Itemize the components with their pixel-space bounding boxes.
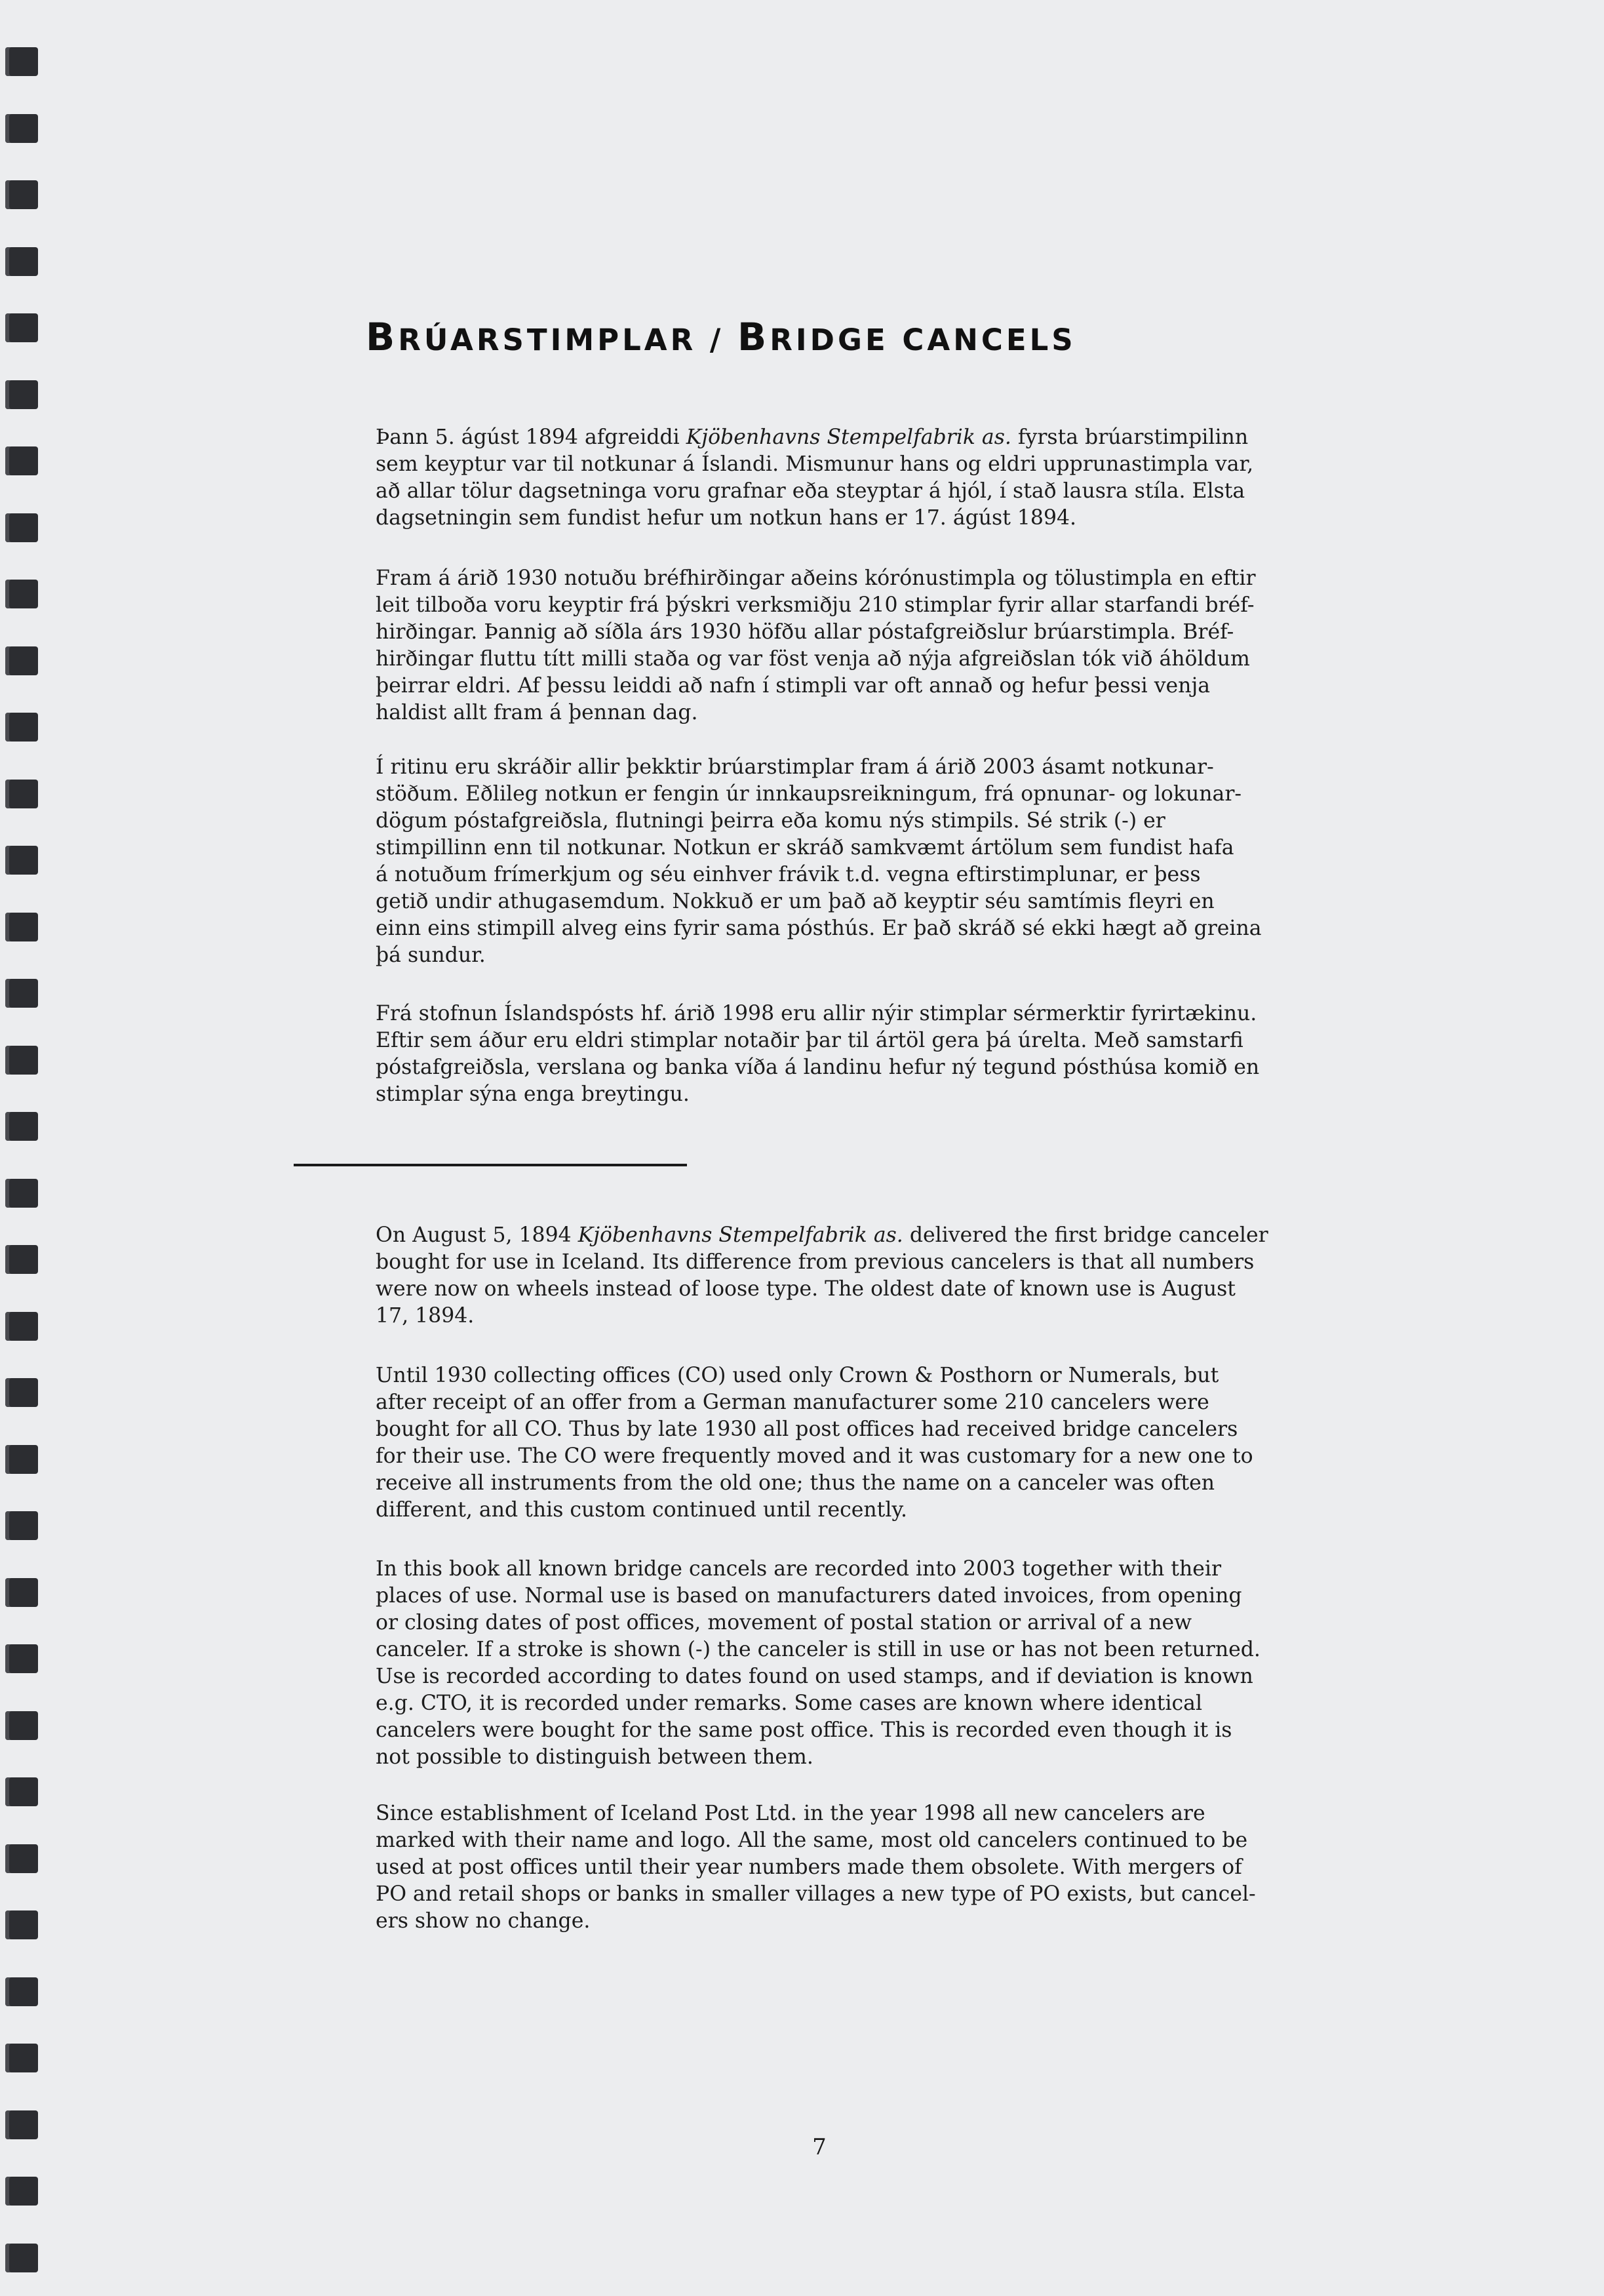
binding-hole — [5, 1910, 38, 1939]
is-p1-text: Þann 5. ágúst 1894 afgreiddi — [376, 426, 686, 449]
english-paragraph-1 — [376, 1222, 1277, 1330]
title-word-3: CANCELS — [902, 323, 1076, 357]
spiral-binding — [5, 0, 45, 2296]
binding-hole — [5, 47, 38, 76]
icelandic-paragraph-2: Fram á árið 1930 notuðu bréfhirðingar aðeins kórónustimpla og tölustimpla en eftir leit tilboða voru keyptir frá þýskri verksmiðju 210 stimplar fyrir allar starfandi bréf- hirðingar. Þannig að síðla árs 1930 höfðu allar póstafgreiðslur brúarstimpla. Bréf- hirðingar fluttu títt milli staða og var föst venja að nýja afgreiðslan tók við áhöldum þeirrar eldri. Af þessu leiddi að nafn í stimpli var oft annað og hefur þessi venja haldist allt fram á þennan dag. — [376, 566, 1256, 724]
page-number: 7 — [812, 2134, 827, 2160]
binding-hole — [5, 913, 38, 941]
is-p1-company-name: Kjöbenhavns Stempelfabrik as. — [686, 426, 1011, 449]
binding-hole — [5, 446, 38, 475]
title-word-1: RÚARSTIMPLAR — [398, 323, 697, 357]
binding-hole — [5, 1977, 38, 2006]
is-p1-text-cont: fyrsta brúarstimpilinn sem keyptur var til notkunar á Íslandi. Mismunur hans og eldri upprunastimpla var, að allar tölur dagsetninga voru grafnar eða steyptar á hjól, í stað lausra stíla. Elsta dagsetningin sem fundist hefur um notkun hans er 17. ágúst 1894. — [376, 426, 1254, 530]
binding-hole — [5, 247, 38, 276]
binding-hole — [5, 1644, 38, 1673]
english-paragraph-3: In this book all known bridge cancels are recorded into 2003 together with their places of use. Normal use is based on manufacturers dated invoices, from opening or closing dates of post offices, movement of postal station or arrival of a new canceler. If a stroke is shown (-) the canceler is still in use or has not been returned. Use is recorded according to dates found on used stamps, and if deviation is known e.g. CTO, it is recorded under remarks. Some cases are known where identical cancelers were bought for the same post office. This is recorded even though it is not possible to distinguish between them. — [376, 1557, 1261, 1769]
en-p1-company-name: Kjöbenhavns Stempelfabrik as. — [577, 1223, 903, 1247]
title-word-2: RIDGE — [770, 323, 903, 357]
binding-hole — [5, 1711, 38, 1740]
en-p1-text-cont: delivered the first bridge canceler bought for use in Iceland. Its difference from previous cancelers is that all numbers were now on wheels instead of loose type. The oldest date of known use is August 17, 1894. — [376, 1223, 1268, 1328]
english-paragraph-4: Since establishment of Iceland Post Ltd. in the year 1998 all new cancelers are marked with their name and logo. All the same, most old cancelers continued to be used at post offices until their year numbers made them obsolete. With mergers of PO and retail shops or banks in smaller villages a new type of PO exists, but cancel- ers show no change. — [376, 1802, 1256, 1933]
binding-hole — [5, 114, 38, 143]
binding-hole — [5, 2177, 38, 2206]
icelandic-paragraph-4: Frá stofnun Íslandspósts hf. árið 1998 eru allir nýir stimplar sérmerktir fyrirtækinu. Eftir sem áður eru eldri stimplar notaðir þar til ártöl gera þá úrelta. Með samstarfi póstafgreiðsla, verslana og banka víða á landinu hefur ný tegund pósthúsa komið en stimplar sýna enga breytingu. — [376, 1002, 1260, 1106]
binding-hole — [5, 713, 38, 742]
binding-hole — [5, 1445, 38, 1474]
icelandic-paragraph-3: Í ritinu eru skráðir allir þekktir brúarstimplar fram á árið 2003 ásamt notkunar- stöðum. Eðlileg notkun er fengin úr innkaupsreikningum, frá opnunar- og lokunar- dögum póstafgreiðsla, flutningi þeirra eða komu nýs stimpils. Sé strik (-) er stimpillinn enn til notkunar. Notkun er skráð samkvæmt ártölum sem fundist hafa á notuðum frímerkjum og séu einhver frávik t.d. vegna eftirstimplunar, er þess getið undir athugasemdum. Nokkuð er um það að keyptir séu samtímis fleyri en einn eins stimpill alveg eins fyrir sama pósthús. Er það skráð sé ekki hægt að greina þá sundur. — [376, 755, 1262, 967]
language-divider — [294, 1164, 687, 1166]
title-initial-2: B — [737, 315, 770, 359]
binding-hole — [5, 513, 38, 542]
binding-hole — [5, 846, 38, 875]
binding-hole — [5, 780, 38, 808]
binding-hole — [5, 1112, 38, 1141]
title-separator: / — [696, 323, 738, 357]
binding-hole — [5, 1046, 38, 1075]
binding-hole — [5, 2044, 38, 2072]
title-initial-1: B — [366, 315, 399, 359]
binding-hole — [5, 2244, 38, 2272]
binding-hole — [5, 313, 38, 342]
binding-hole — [5, 580, 38, 608]
binding-hole — [5, 1777, 38, 1806]
binding-hole — [5, 1179, 38, 1208]
icelandic-paragraph-1 — [376, 424, 1277, 532]
binding-hole — [5, 1378, 38, 1407]
binding-hole — [5, 2110, 38, 2139]
binding-hole — [5, 1511, 38, 1540]
binding-hole — [5, 979, 38, 1008]
binding-hole — [5, 646, 38, 675]
binding-hole — [5, 1578, 38, 1607]
page-title — [366, 315, 1349, 359]
binding-hole — [5, 1844, 38, 1873]
english-paragraph-2: Until 1930 collecting offices (CO) used only Crown & Posthorn or Numerals, but after receipt of an offer from a German manufacturer some 210 cancelers were bought for all CO. Thus by late 1930 all post offices had received bridge cancelers for their use. The CO were frequently moved and it was customary for a new one to receive all instruments from the old one; thus the name on a canceler was often different, and this custom continued until recently. — [376, 1364, 1253, 1522]
binding-hole — [5, 180, 38, 209]
en-p1-text: On August 5, 1894 — [376, 1223, 578, 1247]
binding-hole — [5, 1312, 38, 1341]
binding-hole — [5, 380, 38, 409]
binding-hole — [5, 1245, 38, 1274]
